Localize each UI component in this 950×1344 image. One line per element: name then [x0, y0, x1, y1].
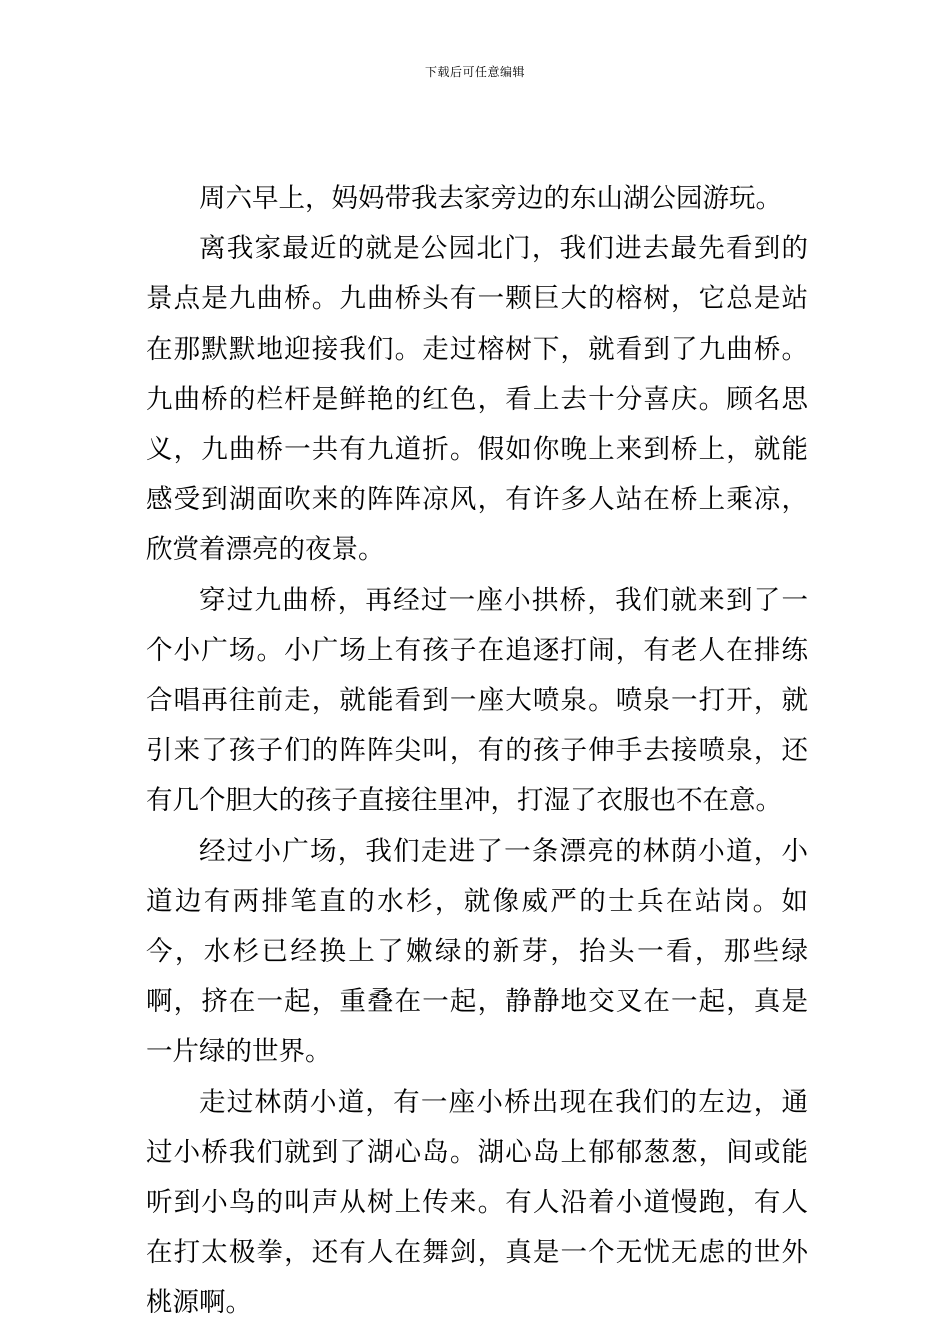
paragraph-1: 周六早上，妈妈带我去家旁边的东山湖公园游玩。	[199, 183, 782, 214]
article-body	[146, 174, 808, 1329]
paragraph-3: 穿过九曲桥，再经过一座小拱桥，我们就来到了一个小广场。小广场上有孩子在追逐打闹，有老人在排练合唱再往前走，就能看到一座大喷泉。喷泉一打开，就引来了孩子们的阵阵尖叫，有的孩子伸手去接喷泉，还有几个胆大的孩子直接往里冲，打湿了衣服也不在意。	[146, 584, 808, 817]
page-header-note: 下载后可任意编辑	[424, 65, 525, 79]
paragraph-2: 离我家最近的就是公园北门，我们进去最先看到的景点是九曲桥。九曲桥头有一颗巨大的榕树，它总是站在那默默地迎接我们。走过榕树下，就看到了九曲桥。九曲桥的栏杆是鲜艳的红色，看上去十分喜庆。顾名思义，九曲桥一共有九道折。假如你晚上来到桥上，就能感受到湖面吹来的阵阵凉风，有许多人站在桥上乘凉，欣赏着漂亮的夜景。	[146, 233, 808, 566]
paragraph-4: 经过小广场，我们走进了一条漂亮的林荫小道，小道边有两排笔直的水杉，就像威严的士兵在站岗。如今，水杉已经换上了嫩绿的新芽，抬头一看，那些绿啊，挤在一起，重叠在一起，静静地交叉在一起，真是一片绿的世界。	[146, 835, 808, 1068]
paragraph-5: 走过林荫小道，有一座小桥出现在我们的左边，通过小桥我们就到了湖心岛。湖心岛上郁郁葱葱，间或能听到小鸟的叫声从树上传来。有人沿着小道慢跑，有人在打太极拳，还有人在舞剑，真是一个无忧无虑的世外桃源啊。	[146, 1086, 808, 1319]
